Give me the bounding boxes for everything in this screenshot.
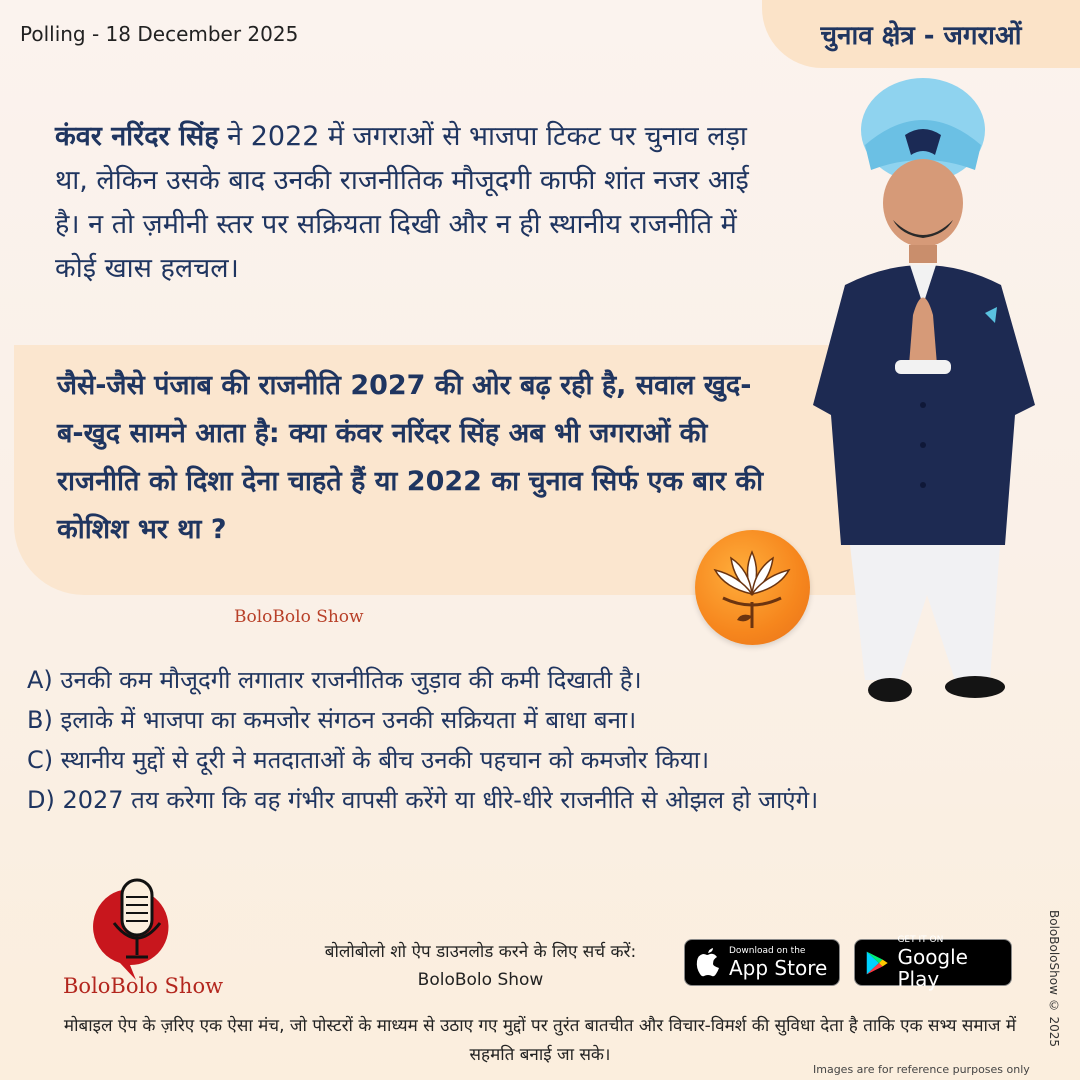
option-c[interactable]: C) स्थानीय मुद्दों से दूरी ने मतदाताओं के बीच उनकी पहचान को कमजोर किया। [27,746,710,774]
option-d[interactable]: D) 2027 तय करेगा कि वह गंभीर वापसी करेंगे या धीरे-धीरे राजनीति से ओझल हो जाएंगे। [27,786,819,814]
apple-icon [695,948,721,978]
google-play-small: GET IT ON [897,935,944,945]
footer-text: मोबाइल ऐप के ज़रिए एक ऐसा मंच, जो पोस्टरों के माध्यम से उठाए गए मुद्दों पर तुरंत बातचीत और विचार-विमर्श की सुविधा देता है ताकि एक सभ्य समाज में सहमति बनाई जा सके। [63,1016,1017,1065]
brand-logo-text: BoloBolo Show [63,974,224,998]
download-line-1: बोलोबोलो शो ऐप डाउनलोड करने के लिए सर्च करें: [324,942,637,962]
constituency-tab [762,0,1080,68]
side-credit: BoloBoloShow © 2025 [1047,910,1061,1048]
option-a[interactable]: A) उनकी कम मौजूदगी लगातार राजनीतिक जुड़ाव की कमी दिखाती है। [27,666,642,694]
constituency-label: चुनाव क्षेत्र - जगराओं [820,21,1022,51]
question-text: जैसे-जैसे पंजाब की राजनीति 2027 की ओर बढ़ रही है, सवाल खुद-ब-खुद सामने आता है: क्या कंवर नरिंदर सिंह अब भी जगराओं की राजनीति को दिशा देना चाहते हैं या 2022 का चुनाव सिर्फ एक बार की कोशिश भर था ? [57,370,764,545]
google-play-button[interactable] [854,935,1012,991]
google-play-icon [865,948,889,978]
candidate-name: कंवर नरिंदर सिंह [55,121,219,152]
google-play-big: Google Play [897,945,968,991]
poll-options [27,660,1027,820]
intro-paragraph [55,115,775,291]
app-store-big: App Store [729,956,828,980]
disclaimer: Images are for reference purposes only [813,1063,1030,1076]
app-store-small: Download on the [729,946,806,956]
app-store-button[interactable] [684,939,840,986]
intro-text: ने 2022 में जगराओं से भाजपा टिकट पर चुनाव लड़ा था, लेकिन उसके बाद उनकी राजनीतिक मौजूदगी काफी शांत नजर आई है। न तो ज़मीनी स्तर पर सक्रियता दिखी और न ही स्थानीय राजनीति में कोई खास हलचल। [55,121,749,284]
option-b[interactable]: B) इलाके में भाजपा का कमजोर संगठन उनकी सक्रियता में बाधा बना। [27,706,637,734]
download-instructions [298,938,663,994]
polling-date: Polling - 18 December 2025 [20,22,299,46]
watermark: BoloBolo Show [234,607,364,627]
lotus-icon [695,530,810,645]
candidate-image [805,75,1045,715]
download-line-2: BoloBolo Show [417,970,544,990]
